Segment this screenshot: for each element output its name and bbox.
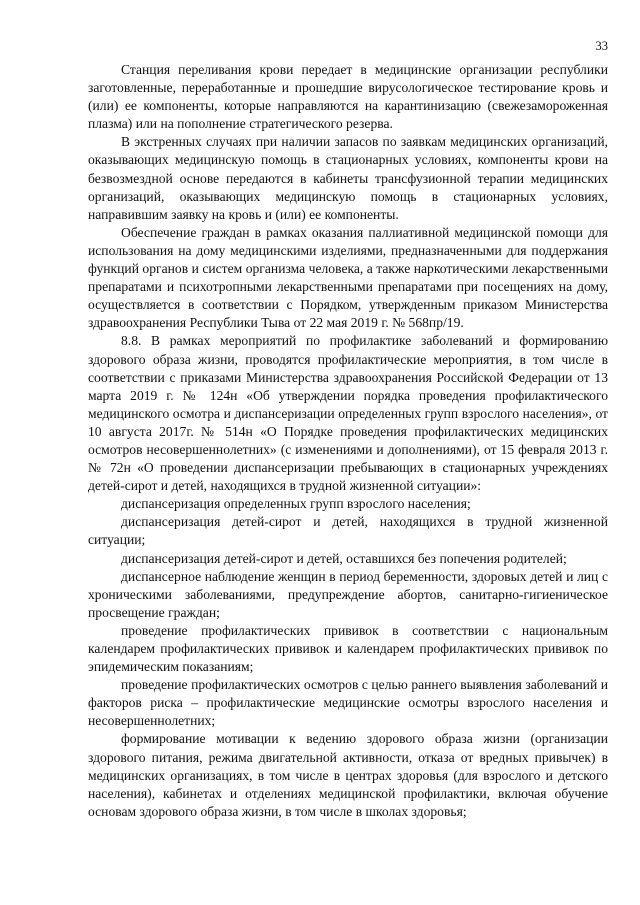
paragraph-section-8-8: 8.8. В рамках мероприятий по профилактике заболеваний и формированию здорового образа жизни, проводятся профилактические мероприятия, в том числе в соответствии с приказами Министерства здравоохранения Российской Федерации от 13 марта 2019 г. № 124н «Об утверждении порядка проведения профилактического медицинского осмотра и диспансеризации определенных групп взрослого населения», от 10 августа 2017г. № 514н «О Порядке проведения профилактических медицинских осмотров несовершеннолетних» (с изменениями и дополнениями), от 15 февраля 2013 г. № 72н «О проведении диспансеризации пребывающих в стационарных учреждениях детей-сирот и детей, находящихся в трудной жизненной ситуации»: — [88, 333, 608, 494]
list-item: диспансеризация детей-сирот и детей, оставшихся без попечения родителей; — [121, 550, 567, 566]
list-item: диспансерное наблюдение женщин в период беременности, здоровых детей и лиц с хроническими заболеваниями, предупреждение абортов, санитарно-гигиеническое просвещение граждан; — [88, 568, 608, 620]
paragraph-palliative-care: Обеспечение граждан в рамках оказания паллиативной медицинской помощи для использования на дому медицинскими изделиями, предназначенными для поддержания функций органов и систем организма человека, а также наркотическими лекарственными препаратами и психотропными лекарственными препаратами при посещениях на дому, осуществляется в соответствии с Порядком, утвержденным приказом Министерства здравоохранения Республики Тыва от 22 мая 2019 г. № 568пр/19. — [88, 224, 608, 331]
list-item: диспансеризация детей-сирот и детей, находящихся в трудной жизненной ситуации; — [88, 514, 608, 548]
paragraph-emergency-cases: В экстренных случаях при наличии запасов по заявкам медицинских организаций, оказывающих медицинскую помощь в стационарных условиях, компоненты крови на безвозмездной основе передаются в кабинеты трансфузионной терапии медицинских организаций, оказывающих медицинскую помощь в стационарных условиях, направившим заявку на кровь и (или) ее компоненты. — [88, 134, 608, 222]
list-item: формирование мотивации к ведению здорового образа жизни (организации здорового питания, режима двигательной активности, отказа от вредных привычек) в медицинских организациях, в том числе в центрах здоровья (для взрослого и детского населения), кабинетах и отделениях медицинской профилактики, включая обучение основам здорового образа жизни, в том числе в школах здоровья; — [88, 731, 608, 819]
list-item: диспансеризация определенных групп взрослого населения; — [121, 496, 471, 512]
document-body — [88, 61, 608, 821]
paragraph-blood-transfer: Станция переливания крови передает в медицинские организации республики заготовленные, переработанные и прошедшие вирусологическое тестирование кровь и (или) ее компоненты, которые направляются на карантинизацию (свежезамороженная плазма) или на пополнение стратегического резерва. — [88, 62, 608, 132]
list-item: проведение профилактических прививок в соответствии с национальным календарем профилактических прививок и календарем профилактических прививок по эпидемическим показаниям; — [88, 622, 608, 675]
page-number: 33 — [595, 39, 608, 53]
list-item: проведение профилактических осмотров с целью раннего выявления заболеваний и факторов риска – профилактические медицинские осмотры взрослого населения и несовершеннолетних; — [88, 677, 608, 729]
